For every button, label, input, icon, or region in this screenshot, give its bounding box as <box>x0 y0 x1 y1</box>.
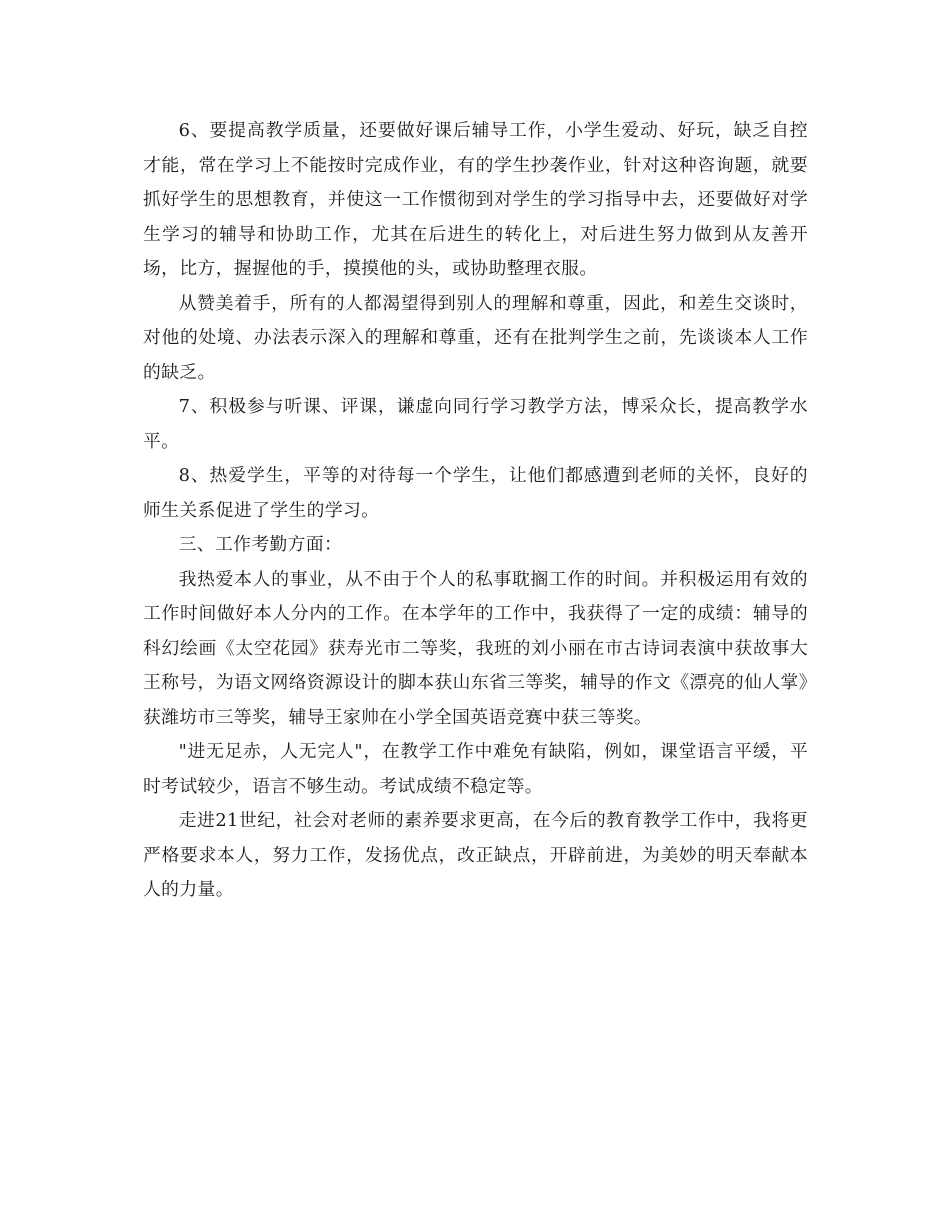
paragraph-achievements: 我热爱本人的事业，从不由于个人的私事耽搁工作的时间。并积极运用有效的工作时间做好本人分内的工作。在本学年的工作中，我获得了一定的成绩：辅导的科幻绘画《太空花园》获寿光市二等奖，我班的刘小丽在市古诗词表演中获故事大王称号，为语文网络资源设计的脚本获山东省三等奖，辅导的作文《漂亮的仙人掌》获潍坊市三等奖，辅导王家帅在小学全国英语竞赛中获三等奖。 <box>143 568 808 728</box>
paragraph-praise: 从赞美着手，所有的人都渴望得到别人的理解和尊重，因此，和差生交谈时，对他的处境、办法表示深入的理解和尊重，还有在批判学生之前，先谈谈本人工作的缺乏。 <box>143 292 808 383</box>
paragraph-shortcomings: "进无足赤，人无完人"，在教学工作中难免有缺陷，例如，课堂语言平缓，平时考试较少，语言不够生动。考试成绩不稳定等。 <box>143 741 808 797</box>
paragraph-item-8: 8、热爱学生，平等的对待每一个学生，让他们都感遭到老师的关怀，良好的师生关系促进了学生的学习。 <box>143 465 808 521</box>
paragraph-item-7: 7、积极参与听课、评课，谦虚向同行学习教学方法，博采众长，提高教学水平。 <box>143 396 808 452</box>
section-heading-attendance: 三、工作考勤方面： <box>178 534 343 555</box>
document-body <box>143 114 808 908</box>
paragraph-conclusion: 走进21世纪，社会对老师的素养要求更高，在今后的教育教学工作中，我将更严格要求本人，努力工作，发扬优点，改正缺点，开辟前进，为美妙的明天奉献本人的力量。 <box>143 810 808 900</box>
paragraph-item-6: 6、要提高教学质量，还要做好课后辅导工作，小学生爱动、好玩，缺乏自控才能，常在学习上不能按时完成作业，有的学生抄袭作业，针对这种咨询题，就要抓好学生的思想教育，并使这一工作惯彻到对学生的学习指导中去，还要做好对学生学习的辅导和协助工作，尤其在后进生的转化上，对后进生努力做到从友善开场，比方，握握他的手，摸摸他的头，或协助整理衣服。 <box>143 120 808 279</box>
